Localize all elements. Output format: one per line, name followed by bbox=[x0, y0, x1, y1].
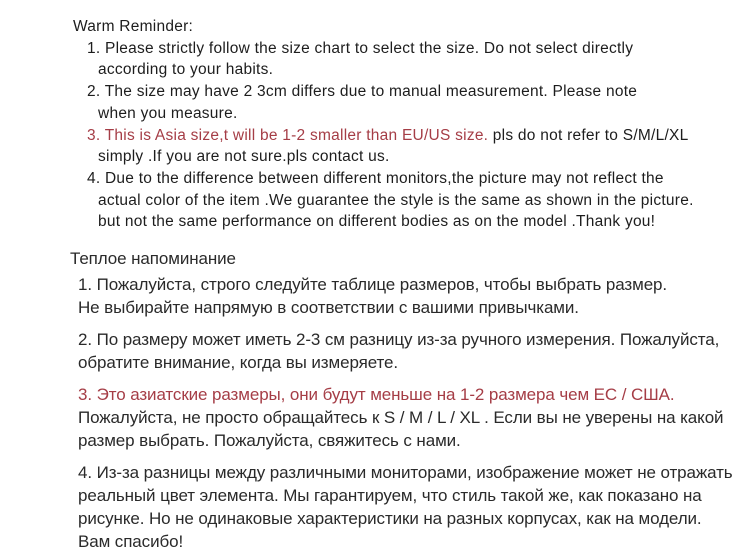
text-segment: 2. По размеру может иметь 2-3 см разницу из-за ручного измерения. Пожалуйста, bbox=[78, 330, 720, 350]
russian-reminder-item-4-line-1 bbox=[78, 461, 733, 484]
text-segment: размер выбрать. Пожалуйста, свяжитесь с нами. bbox=[78, 431, 461, 451]
english-reminder-item-2-line-2 bbox=[87, 103, 730, 125]
text-segment: рисунке. Но не одинаковые характеристики на разных корпусах, как на модели. bbox=[78, 509, 702, 529]
english-reminder-item-4-line-3 bbox=[87, 211, 730, 233]
russian-reminder-item-4-line-3 bbox=[78, 507, 730, 530]
russian-reminder-item-2 bbox=[78, 328, 730, 374]
russian-reminder-item-2-line-1 bbox=[78, 328, 730, 351]
english-section-title: Warm Reminder: bbox=[73, 18, 194, 35]
english-reminder-item-1 bbox=[87, 38, 730, 81]
text-segment: 2. The size may have 2 3cm differs due to manual measurement. Please note bbox=[87, 83, 638, 101]
russian-reminder-item-3 bbox=[78, 383, 730, 452]
text-segment: actual color of the item .We guarantee the style is the same as shown in the picture. bbox=[98, 191, 694, 209]
english-reminder-section bbox=[0, 0, 750, 233]
text-segment: обратите внимание, когда вы измеряете. bbox=[78, 353, 398, 373]
text-segment: according to your habits. bbox=[98, 61, 274, 79]
russian-reminder-item-1-line-1 bbox=[78, 273, 730, 296]
text-segment: Не выбирайте напрямую в соответствии с вашими привычками. bbox=[78, 298, 579, 318]
english-reminder-list bbox=[87, 38, 730, 233]
text-segment: 1. Пожалуйста, строго следуйте таблице размеров, чтобы выбрать размер. bbox=[78, 275, 668, 295]
text-segment: when you measure. bbox=[98, 104, 238, 122]
russian-reminder-item-4 bbox=[78, 461, 733, 553]
text-segment: pls do not refer to S/M/L/XL bbox=[488, 126, 689, 144]
text-segment: but not the same performance on different bodies as on the model .Thank you! bbox=[98, 213, 656, 231]
english-reminder-item-1-line-2 bbox=[87, 59, 730, 81]
english-reminder-item-4-line-2 bbox=[87, 190, 730, 212]
russian-reminder-item-1-line-2 bbox=[78, 296, 730, 319]
text-segment: Вам спасибо! bbox=[78, 532, 184, 552]
english-reminder-item-2 bbox=[87, 81, 730, 124]
english-reminder-item-4-line-1 bbox=[87, 168, 730, 190]
english-reminder-item-4 bbox=[87, 168, 730, 233]
text-segment: simply .If you are not sure.pls contact us. bbox=[98, 148, 390, 166]
russian-reminder-item-3-line-1 bbox=[78, 383, 730, 406]
russian-reminder-item-3-line-3 bbox=[78, 429, 730, 452]
english-reminder-item-3 bbox=[87, 125, 730, 168]
russian-reminder-item-4-line-4 bbox=[78, 530, 730, 553]
english-reminder-item-2-line-1 bbox=[87, 81, 730, 103]
text-segment: реальный цвет элемента. Мы гарантируем, что стиль такой же, как показано на bbox=[78, 486, 702, 506]
english-reminder-item-3-line-1 bbox=[87, 125, 730, 147]
text-segment: 1. Please strictly follow the size chart to select the size. Do not select directly bbox=[87, 39, 634, 57]
text-segment: Пожалуйста, не просто обращайтесь к S / M / L / XL . Если вы не уверены на какой bbox=[78, 408, 724, 428]
russian-reminder-item-3-line-2 bbox=[78, 406, 730, 429]
russian-reminder-item-4-line-2 bbox=[78, 484, 730, 507]
text-segment: 4. Due to the difference between different monitors,the picture may not reflect the bbox=[87, 169, 664, 187]
russian-section-title: Теплое напоминание bbox=[70, 249, 236, 269]
russian-reminder-section bbox=[0, 233, 750, 553]
highlighted-warning-text: 3. Это азиатские размеры, они будут меньше на 1-2 размера чем ЕС / США. bbox=[78, 385, 675, 405]
english-reminder-item-1-line-1 bbox=[87, 38, 730, 60]
highlighted-warning-text: 3. This is Asia size,t will be 1-2 smaller than EU/US size. bbox=[87, 126, 489, 144]
english-reminder-item-3-line-2 bbox=[87, 146, 730, 168]
text-segment: 4. Из-за разницы между различными мониторами, изображение может не отражать bbox=[78, 463, 733, 483]
russian-reminder-item-1 bbox=[78, 273, 730, 319]
russian-reminder-item-2-line-2 bbox=[78, 351, 730, 374]
russian-reminder-list bbox=[78, 273, 733, 553]
